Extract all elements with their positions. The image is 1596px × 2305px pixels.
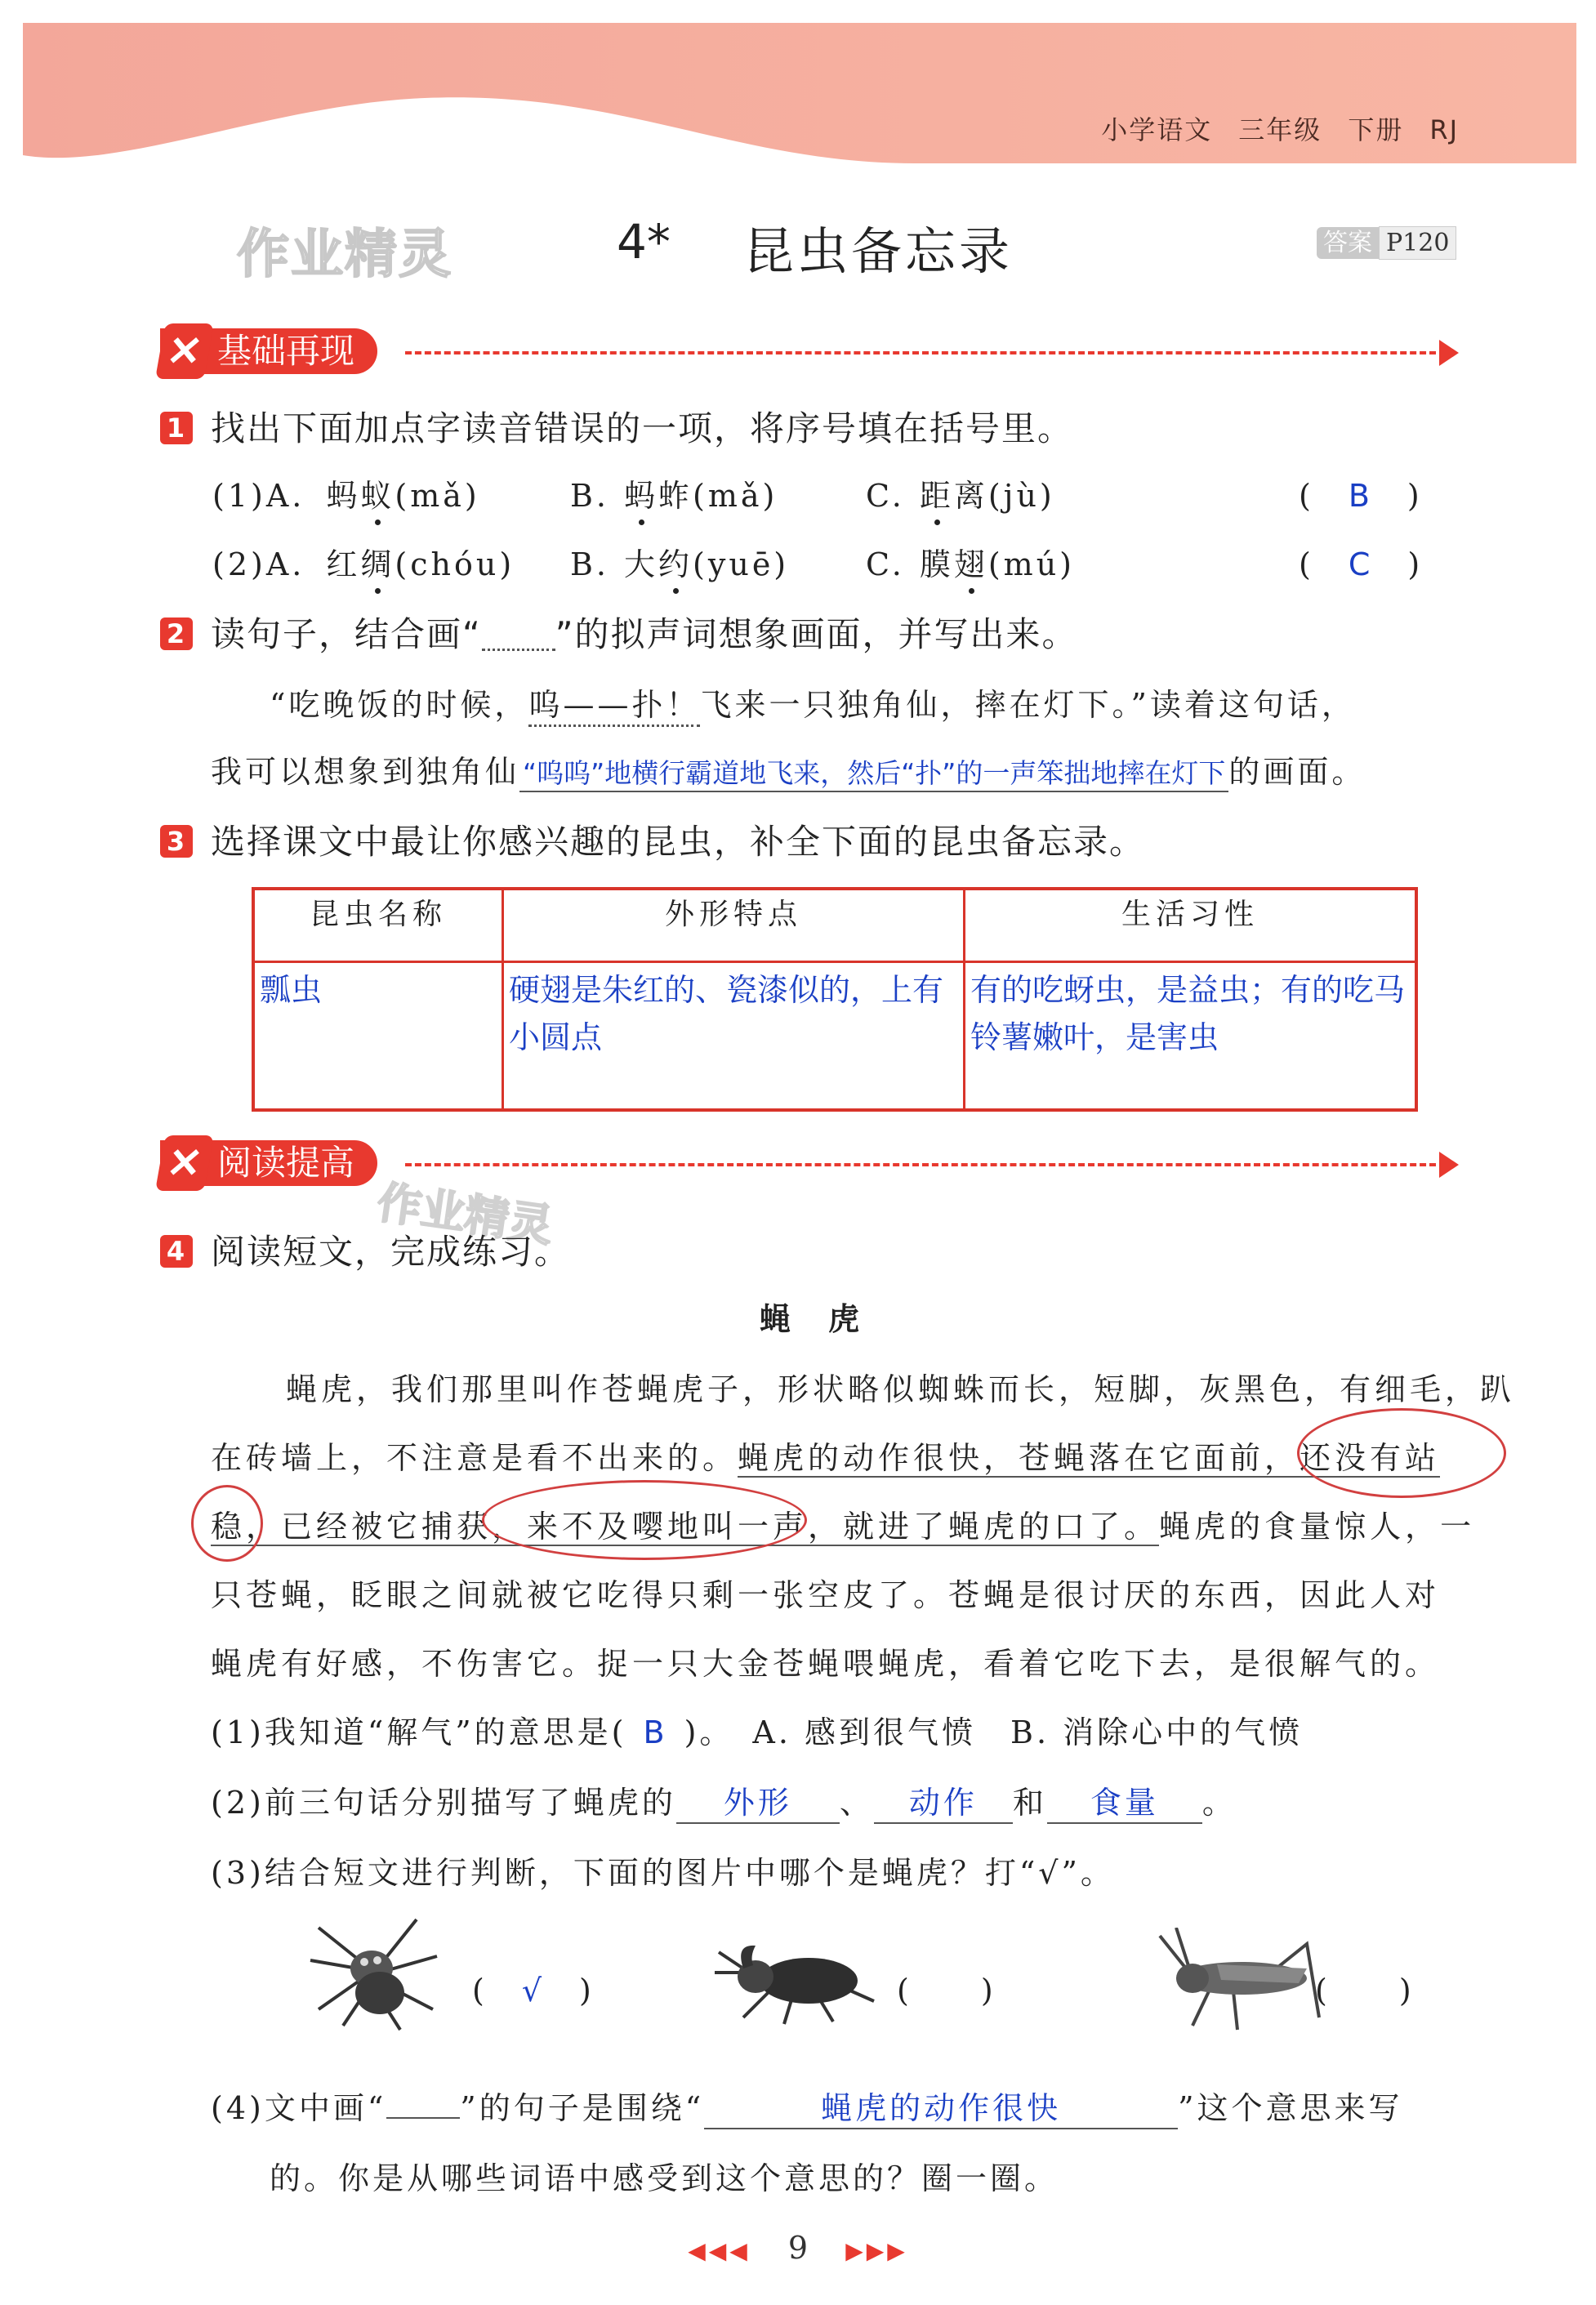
q4-sub1: (1)我知道“解气”的意思是( B )。 A. 感到很气愤 B. 消除心中的气愤 [211, 1714, 1304, 1750]
insect-memo-table [252, 887, 1418, 1112]
section-divider [405, 351, 1436, 354]
q4-number: 4 [160, 1235, 193, 1268]
q2-answer: “呜呜”地横行霸道地飞来，然后“扑”的一声笨拙地摔在灯下 [519, 752, 1228, 792]
volume-label: 下册 [1348, 114, 1404, 145]
q2-onomatopoeia: 呜——扑！ [528, 680, 700, 727]
answer-circle-mark [482, 1480, 807, 1560]
page-footer [0, 2230, 1596, 2266]
answer-circle-mark [1297, 1408, 1506, 1498]
section-reading [160, 1140, 1459, 1189]
series-label [1075, 109, 1459, 147]
q3-number: 3 [160, 825, 193, 858]
q1-heading [160, 402, 1073, 451]
answer-circle-mark [191, 1485, 263, 1562]
edition-label: RJ [1429, 114, 1459, 145]
passage-line-3: 稳，已经被它捕获，来不及嘤地叫一声，就进了蝇虎的口了。蝇虎的食量惊人，一 [211, 1509, 1476, 1545]
section-basics-label: 基础再现 [160, 328, 377, 374]
lesson-title: 昆虫备忘录 [743, 221, 1014, 281]
q1-row-2-answer-box: ( C ) [1299, 546, 1424, 582]
q1-row-2-option-c: C. 膜翅(mú) [866, 546, 1076, 582]
page-number: 9 [787, 2230, 809, 2266]
lesson-number: 4* [617, 214, 671, 270]
watermark: 作业精灵 [237, 225, 452, 285]
q1-row-1-option-b: B. 蚂蚱(mǎ) [570, 478, 778, 514]
q4-sub2-answer-3: 食量 [1047, 1777, 1202, 1824]
table-cell-appearance: 硬翅是朱红的、瓷漆似的，上有小圆点 [503, 962, 965, 1111]
grasshopper-image [1144, 1928, 1331, 2034]
left-arrows-icon: ◀◀◀ [688, 2237, 751, 2264]
table-cell-insect-name: 瓢虫 [253, 962, 503, 1111]
q1-row-1-answer-box: ( B ) [1299, 478, 1423, 514]
table-header: 生活习性 [965, 889, 1417, 962]
q4-heading: 4 阅读短文，完成练习。 [160, 1225, 570, 1274]
section-star-icon: ✕ [155, 1135, 214, 1191]
rhinoceros-beetle-image [711, 1936, 882, 2026]
q2-sentence: “吃晚饭的时候，呜——扑！飞来一只独角仙，摔在灯下。”读着这句话， [270, 680, 1356, 727]
option-1-answer-box: ( √ ) [472, 1973, 595, 2009]
table-row [253, 962, 1416, 1111]
circled-phrase: 还没有站 [1300, 1440, 1441, 1476]
grade-label: 三年级 [1238, 114, 1322, 145]
underlined-sentence: 蝇虎的动作很快，苍蝇落在它面前， [738, 1440, 1300, 1476]
section-arrow-icon [1439, 1152, 1459, 1178]
jumping-spider-image [294, 1911, 449, 2034]
answer-page: P120 [1379, 226, 1456, 260]
watermark-middle: 作业精灵 [374, 1176, 556, 1252]
option-1-check: √ [521, 1973, 546, 2009]
q4-sub1-answer: B [643, 1714, 668, 1750]
answer-tag: 答案 [1317, 227, 1379, 259]
wavy-line-sample [482, 649, 555, 651]
q4-sub4-line-2: 的。你是从哪些词语中感受到这个意思的？圈一圈。 [270, 2160, 1059, 2196]
q4-sub3: (3)结合短文进行判断，下面的图片中哪个是蝇虎？打“√”。 [211, 1855, 1115, 1891]
q1-row-2-option-b: B. 大约(yuē) [570, 546, 790, 582]
q1-title: 找出下面加点字读音错误的一项，将序号填在括号里。 [211, 408, 1074, 448]
answer-page-reference [1317, 222, 1456, 258]
q1-row-2-answer: C [1348, 546, 1374, 582]
table-header: 外形特点 [503, 889, 965, 962]
table-cell-habit: 有的吃蚜虫，是益虫；有的吃马铃薯嫩叶，是害虫 [965, 962, 1417, 1111]
table-header-row [253, 889, 1416, 962]
passage-title: 蝇 虎 [760, 1301, 863, 1337]
passage-line-1: 蝇虎，我们那里叫作苍蝇虎子，形状略似蜘蛛而长，短脚，灰黑色，有细毛，趴 [286, 1371, 1516, 1407]
q2-fill: 我可以想象到独角仙 “呜呜”地横行霸道地飞来，然后“扑”的一声笨拙地摔在灯下 的画面。 [211, 747, 1366, 792]
section-star-icon: ✕ [155, 323, 214, 379]
q4-sub4-answer: 蝇虎的动作很快 [704, 2083, 1178, 2129]
q2-number: 2 [160, 617, 193, 650]
q1-number: 1 [160, 412, 193, 444]
subject-label: 小学语文 [1101, 114, 1213, 145]
circled-phrase: 来不及嘤地叫一声 [527, 1509, 809, 1545]
right-arrows-icon: ▶▶▶ [845, 2237, 908, 2264]
q4-sub2-answer-2: 动作 [874, 1777, 1013, 1824]
q4-sub2: (2)前三句话分别描写了蝇虎的 外形 、 动作 和 食量 。 [211, 1777, 1237, 1824]
table-header: 昆虫名称 [253, 889, 503, 962]
q4-sub4: (4)文中画“ ”的句子是围绕“ 蝇虎的动作很快 ”这个意思来写 [211, 2083, 1403, 2129]
q2-heading: 2 读句子，结合画“ ”的拟声词想象画面，并写出来。 [160, 608, 1078, 657]
section-divider [405, 1163, 1436, 1166]
passage-line-2: 在砖墙上，不注意是看不出来的。蝇虎的动作很快，苍蝇落在它面前，还没有站 [211, 1440, 1441, 1476]
section-arrow-icon [1439, 340, 1459, 366]
underline-sample [386, 2117, 460, 2119]
q1-row-1: (1)A. 蚂蚁(mǎ) [212, 478, 480, 514]
section-reading-label: 阅读提高 [160, 1140, 377, 1186]
passage-line-4: 只苍蝇，眨眼之间就被它吃得只剩一张空皮了。苍蝇是很讨厌的东西，因此人对 [211, 1577, 1441, 1613]
section-basics [160, 328, 1459, 377]
option-2-answer-box: ( ) [897, 1973, 996, 2009]
q4-sub2-answer-1: 外形 [676, 1777, 840, 1824]
circled-word: 稳 [211, 1509, 247, 1545]
q1-row-1-option-c: C. 距离(jù) [866, 478, 1055, 514]
passage-line-5: 蝇虎有好感，不伤害它。捉一只大金苍蝇喂蝇虎，看着它吃下去，是很解气的。 [211, 1646, 1441, 1682]
q1-row-2: (2)A. 红绸(chóu) [212, 546, 515, 582]
q3-heading: 3 选择课文中最让你感兴趣的昆虫，补全下面的昆虫备忘录。 [160, 815, 1145, 864]
q1-row-1-answer: B [1348, 478, 1373, 514]
option-3-answer-box: ( ) [1315, 1973, 1415, 2009]
